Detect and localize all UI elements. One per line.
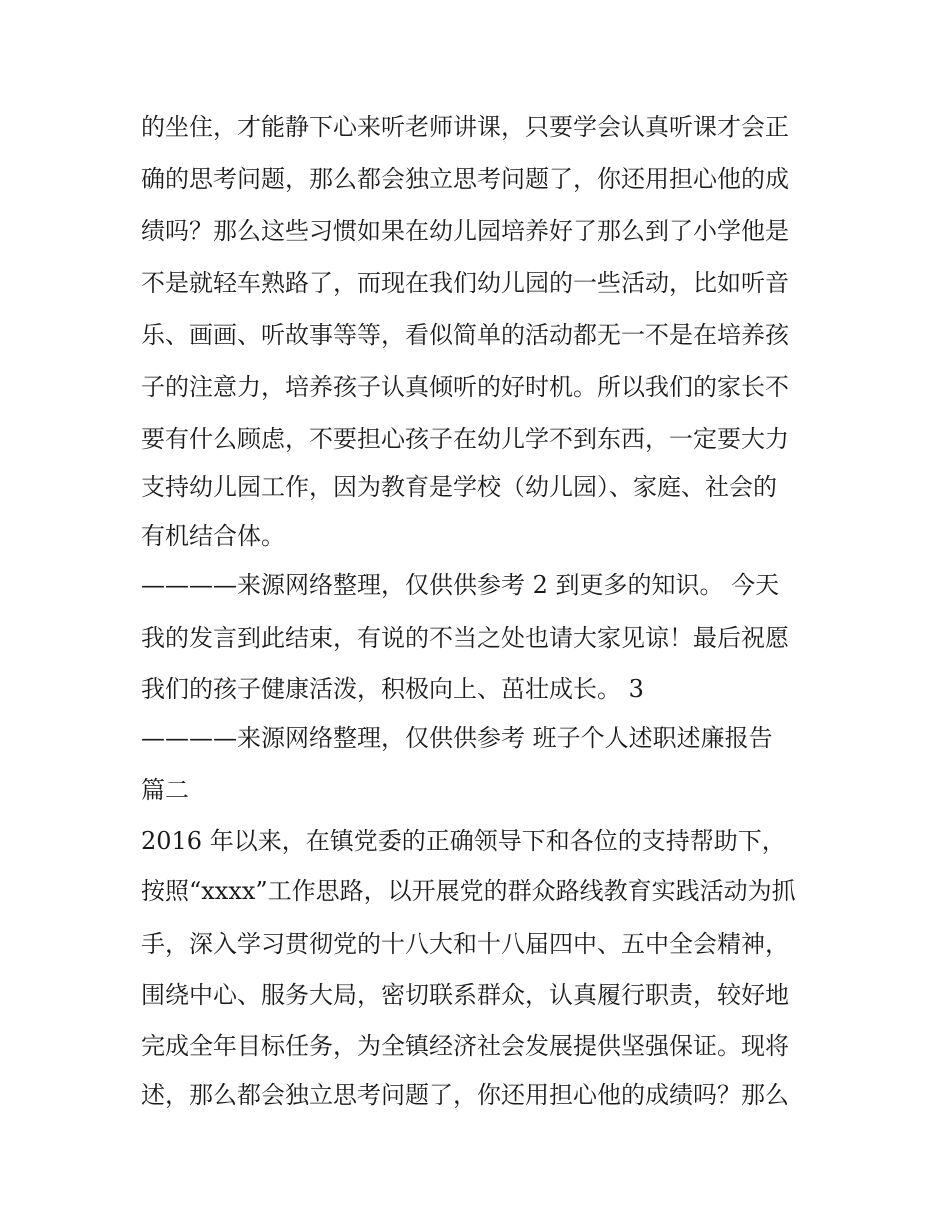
text-line: 完成全年目标任务，为全镇经济社会发展提供坚强保证。现将	[141, 1032, 789, 1060]
text-line: 有机结合体。	[141, 522, 285, 550]
section-heading: 篇二	[141, 776, 189, 804]
text-line: 要有什么顾虑，不要担心孩子在幼儿学不到东西，一定要大力	[141, 425, 789, 453]
text-line: 述，那么都会独立思考问题了，你还用担心他的成绩吗？那么	[141, 1081, 789, 1109]
text-line: 我的发言到此结束，有说的不当之处也请大家见谅！最后祝愿	[141, 624, 789, 652]
text-line: ————来源网络整理，仅供供参考 班子个人述职述廉报告	[141, 724, 773, 752]
text-line: 2016 年以来，在镇党委的正确领导下和各位的支持帮助下，	[141, 827, 786, 855]
text-line: 不是就轻车熟路了，而现在我们幼儿园的一些活动，比如听音	[141, 269, 789, 297]
text-line: 的坐住，才能静下心来听老师讲课，只要学会认真听课才会正	[141, 113, 789, 141]
text-line: 按照“xxxx”工作思路，以开展党的群众路线教育实践活动为抓	[141, 877, 796, 905]
text-line: 子的注意力，培养孩子认真倾听的好时机。所以我们的家长不	[141, 373, 789, 401]
text-line: 确的思考问题，那么都会独立思考问题了，你还用担心他的成	[141, 165, 789, 193]
text-line: 手，深入学习贯彻党的十八大和十八届四中、五中全会精神，	[141, 930, 789, 958]
text-line: 乐、画画、听故事等等，看似简单的活动都无一不是在培养孩	[141, 321, 789, 349]
text-line: 支持幼儿园工作，因为教育是学校（幼儿园）、家庭、社会的	[141, 473, 777, 501]
text-line: 围绕中心、服务大局，密切联系群众，认真履行职责，较好地	[141, 981, 789, 1009]
text-line: ————来源网络整理，仅供供参考 2 到更多的知识。 今天	[141, 571, 780, 599]
text-line: 绩吗？那么这些习惯如果在幼儿园培养好了那么到了小学他是	[141, 217, 789, 245]
text-line: 我们的孩子健康活泼，积极向上、茁壮成长。 3	[141, 675, 644, 703]
